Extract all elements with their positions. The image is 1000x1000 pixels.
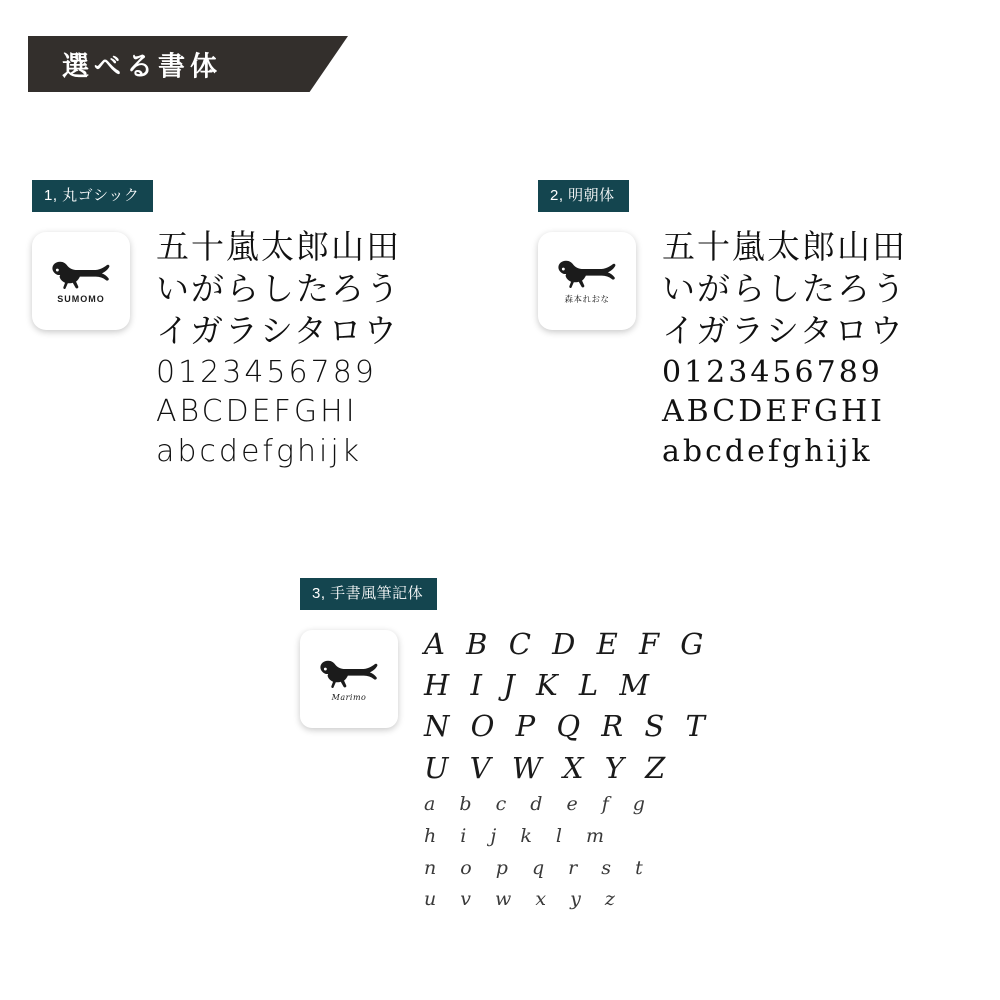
sample-numbers-1: 0123456789 xyxy=(156,354,377,390)
sample-hiragana-1: いがらしたろう xyxy=(156,269,401,309)
sample-katakana-2: イガラシタロウ xyxy=(662,311,905,351)
sample-hiragana-2: いがらしたろう xyxy=(662,269,907,309)
sample-kanji-1: 五十嵐太郎山田 xyxy=(156,227,401,266)
font-samples-3 xyxy=(424,624,711,916)
sample-upper-row-2: H I J K L M xyxy=(424,668,656,703)
sample-tile-1-inner xyxy=(32,232,130,330)
font-label-1: 1, 丸ゴシック xyxy=(32,180,153,212)
sample-upper-row-3: N O P Q R S T xyxy=(424,709,711,744)
lizard-icon xyxy=(316,657,382,691)
font-samples-1 xyxy=(156,226,401,471)
lizard-icon xyxy=(554,257,620,291)
sample-uppercase-1: ABCDEFGHI xyxy=(156,394,358,430)
sample-lower-row-3: n o p q r s t xyxy=(424,856,652,879)
font-block-3-body xyxy=(300,624,711,916)
sample-lowercase-1: abcdefghijk xyxy=(156,433,363,469)
font-block-2 xyxy=(538,180,907,471)
sample-tile-3[interactable] xyxy=(300,630,398,728)
sample-lower-row-4: u v w x y z xyxy=(424,888,624,911)
sample-tile-2-caption: 森本れおな xyxy=(564,294,610,304)
font-block-2-body xyxy=(538,226,907,471)
sample-lower-row-2: h i j k l m xyxy=(424,824,614,847)
sample-uppercase-2: ABCDEFGHI xyxy=(662,394,885,430)
sample-tile-3-inner xyxy=(300,630,398,728)
sample-tile-2-inner xyxy=(538,232,636,330)
font-label-2: 2, 明朝体 xyxy=(538,180,629,212)
sample-katakana-1: イガラシタロウ xyxy=(156,311,399,351)
font-samples-2 xyxy=(662,226,907,471)
sample-upper-row-1: A B C D E F G xyxy=(424,627,710,661)
sample-tile-1[interactable] xyxy=(32,232,130,330)
sample-tile-1-caption: SUMOMO xyxy=(57,294,105,304)
sample-tile-2[interactable] xyxy=(538,232,636,330)
font-block-1 xyxy=(32,180,401,471)
sample-kanji-2: 五十嵐太郎山田 xyxy=(662,227,907,266)
sample-lowercase-2: abcdefghijk xyxy=(662,433,873,469)
page-header xyxy=(28,36,348,92)
font-block-3 xyxy=(300,578,711,916)
font-block-1-body xyxy=(32,226,401,471)
sample-numbers-2: 0123456789 xyxy=(662,354,883,390)
sample-upper-row-4: U V W X Y Z xyxy=(424,750,672,785)
lizard-icon xyxy=(48,258,114,292)
font-label-3: 3, 手書風筆記体 xyxy=(300,578,437,610)
page-title: 選べる書体 xyxy=(62,51,222,82)
sample-tile-3-caption: Marimo xyxy=(331,692,367,702)
sample-lower-row-1: a b c d e f g xyxy=(424,792,654,815)
